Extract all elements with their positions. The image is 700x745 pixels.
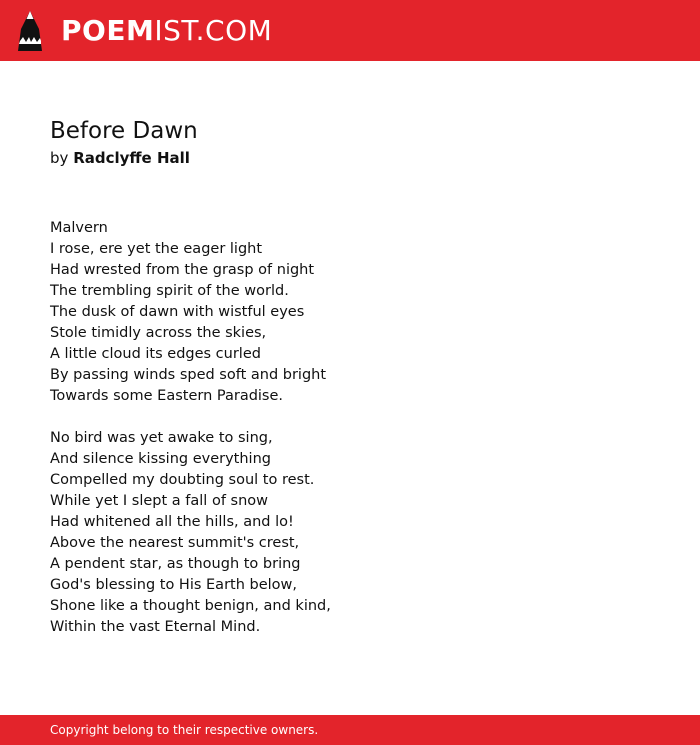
poem-line: Shone like a thought benign, and kind, [50, 598, 331, 614]
author-name: Radclyffe Hall [73, 149, 190, 167]
brand-name-light: IST.COM [154, 13, 273, 47]
poem-line: The dusk of dawn with wistful eyes [50, 304, 305, 320]
poem-line: Had wrested from the grasp of night [50, 262, 315, 278]
by-label: by [50, 149, 69, 167]
poem-line: I rose, ere yet the eager light [50, 241, 263, 257]
poem-title: Before Dawn [50, 118, 198, 144]
poem-line: God's blessing to His Earth below, [50, 577, 298, 593]
poem-line: And silence kissing everything [50, 451, 271, 467]
stanza-1 [50, 218, 650, 407]
poem-line: While yet I slept a fall of snow [50, 493, 269, 509]
poem-line: Malvern [50, 220, 108, 236]
pencil-tip-icon [17, 10, 43, 52]
poem-line: The trembling spirit of the world. [50, 283, 289, 299]
poem-line: Towards some Eastern Paradise. [50, 388, 284, 404]
poem-line: No bird was yet awake to sing, [50, 430, 273, 446]
copyright-notice: Copyright belong to their respective owners. [50, 723, 319, 737]
brand-name [61, 13, 273, 47]
site-footer [0, 715, 700, 745]
stanza-2 [50, 428, 650, 638]
poem-line: By passing winds sped soft and bright [50, 367, 327, 383]
poem-line: Compelled my doubting soul to rest. [50, 472, 315, 488]
poem-line: Stole timidly across the skies, [50, 325, 267, 341]
site-logo-link[interactable] [17, 10, 272, 52]
poem-line: Within the vast Eternal Mind. [50, 619, 261, 635]
poem-content [50, 116, 650, 659]
brand-name-strong: POEM [61, 13, 155, 47]
poem-body [50, 218, 650, 638]
poem-line: Had whitened all the hills, and lo! [50, 514, 294, 530]
poem-line: A pendent star, as though to bring [50, 556, 301, 572]
byline [50, 147, 650, 169]
poem-line: A little cloud its edges curled [50, 346, 261, 362]
poem-line: Above the nearest summit's crest, [50, 535, 300, 551]
site-header [0, 0, 700, 61]
